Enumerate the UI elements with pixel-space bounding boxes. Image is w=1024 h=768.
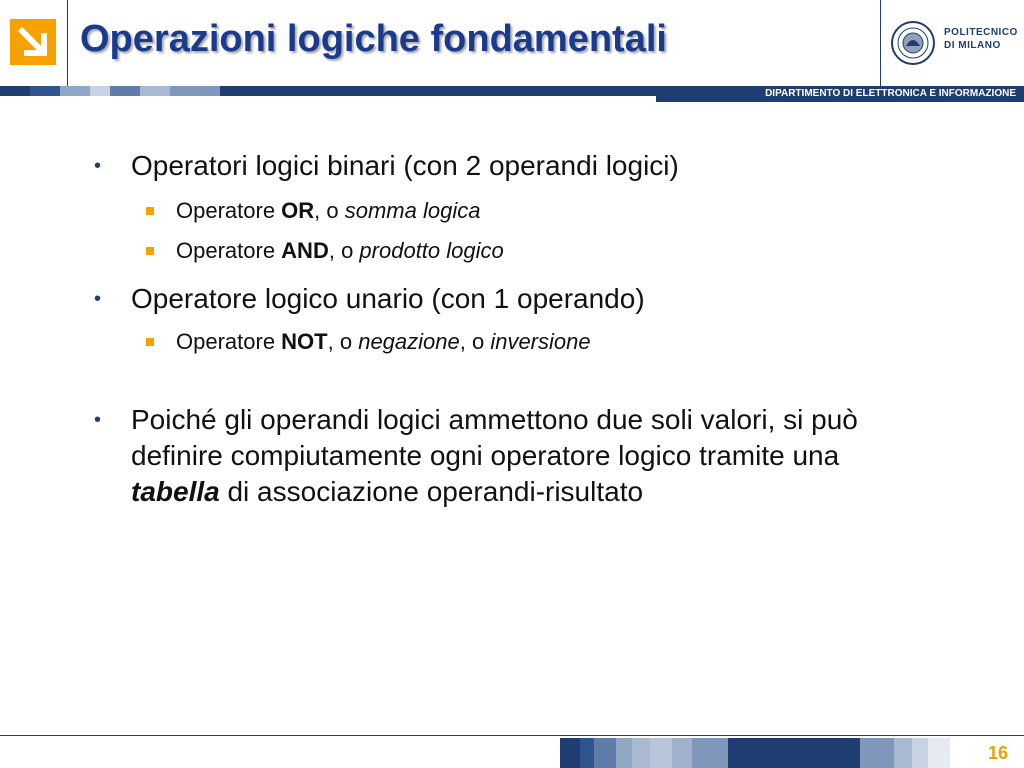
- footer-divider: [0, 735, 1024, 736]
- bullet-dot: •: [94, 288, 102, 310]
- square-bullet-icon: [146, 338, 154, 346]
- header-divider-right: [880, 0, 881, 86]
- institution-name: [944, 26, 1018, 52]
- sub-bullet-text: Operatore OR, o somma logica: [176, 198, 481, 223]
- bullet-text: Poiché gli operandi logici ammettono due soli valori, si può definire compiutamente ogni operatore logico tramite una tabella di associazione operandi-risultato: [131, 404, 858, 507]
- university-seal-icon: [890, 20, 936, 66]
- institution-line-1: POLITECNICO: [944, 27, 1018, 38]
- orange-arrow-down-right-icon: [10, 19, 56, 65]
- bullet-text: Operatori logici binari (con 2 operandi logici): [131, 150, 679, 181]
- bullet-dot: •: [94, 155, 102, 177]
- department-label: DIPARTIMENTO DI ELETTRONICA E INFORMAZIONE: [656, 86, 1024, 102]
- logo-box: [0, 0, 66, 84]
- square-bullet-icon: [146, 247, 154, 255]
- sub-bullet-text: Operatore NOT, o negazione, o inversione: [176, 329, 591, 354]
- bullet-dot: •: [94, 409, 102, 431]
- bullet-text: Operatore logico unario (con 1 operando): [131, 283, 645, 314]
- institution-line-2: DI MILANO: [944, 40, 1001, 51]
- page-title: Operazioni logiche fondamentali: [80, 18, 667, 60]
- square-bullet-icon: [146, 207, 154, 215]
- header-divider-left: [67, 0, 68, 86]
- sub-bullet-text: Operatore AND, o prodotto logico: [176, 238, 504, 263]
- footer-color-bar: [560, 738, 950, 768]
- page-number: 16: [987, 743, 1009, 763]
